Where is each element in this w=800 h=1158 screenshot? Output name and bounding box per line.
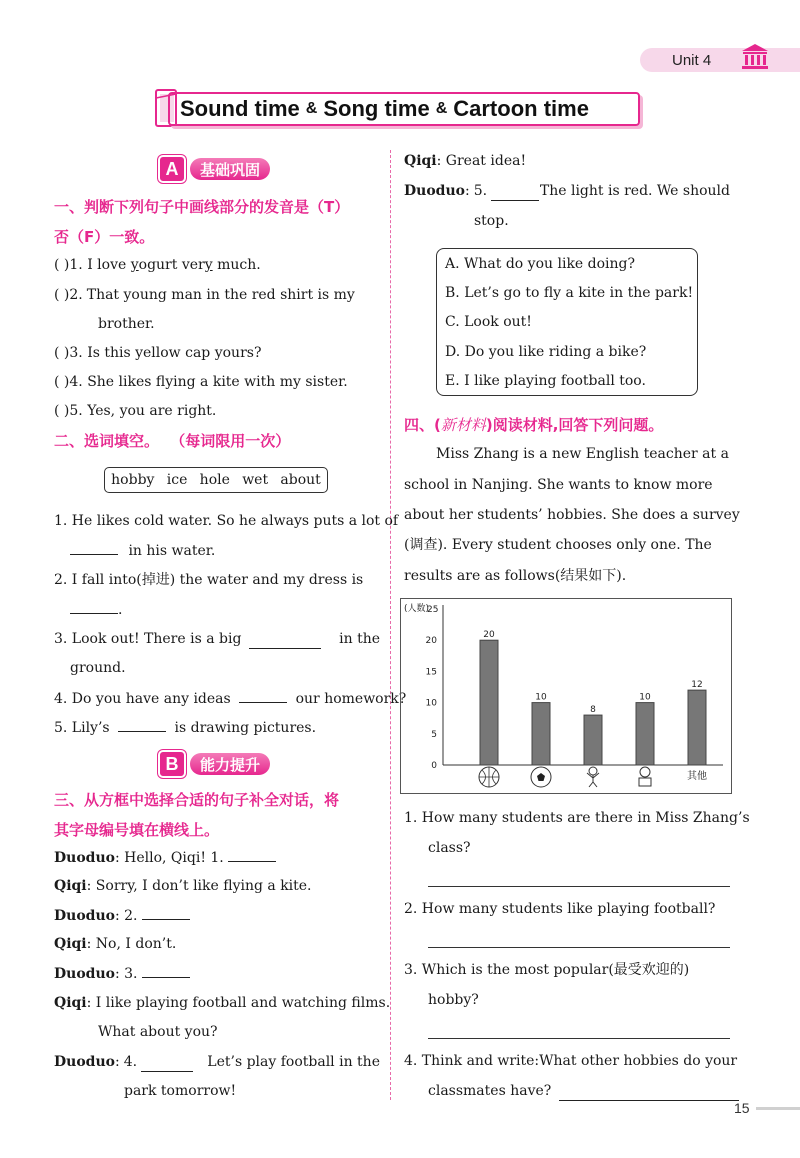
dialogue-line-3: Duoduo: 2. <box>54 905 190 926</box>
part2-q3: 3. Look out! There is a big in the <box>54 631 380 647</box>
dialogue-line-7-cont: park tomorrow! <box>124 1083 237 1099</box>
part2-q5: 5. Lily’s is drawing pictures. <box>54 717 316 738</box>
question-3: 3. Which is the most popular(最受欢迎的) <box>404 962 690 978</box>
part1-item-3: ( )3. Is this yellow cap yours? <box>54 345 262 361</box>
part1-item-2-cont: brother. <box>98 316 155 332</box>
part3-title-line1: 三、从方框中选择合适的句子补全对话，将 <box>54 791 340 809</box>
bar-value-label: 10 <box>639 692 651 703</box>
word-bank-item: ice <box>166 472 188 488</box>
question-1: 1. How many students are there in Miss Zhang’s <box>404 810 750 826</box>
passage-line: school in Nanjing. She wants to know more <box>404 477 713 493</box>
part1-item-4: ( )4. She likes flying a kite with my sister. <box>54 374 348 390</box>
answer-blank[interactable] <box>70 540 118 555</box>
bar-其他 <box>688 690 706 765</box>
page-number: 15 <box>734 1100 750 1116</box>
classical-building-icon <box>740 42 770 70</box>
part4-title: 四、(新材料)阅读材料,回答下列问题。 <box>404 416 664 434</box>
y-tick-label: 0 <box>431 761 437 771</box>
answer-line[interactable] <box>428 886 730 887</box>
word-bank-item: hole <box>199 472 230 488</box>
part2-title: 二、选词填空。 （每词限用一次） <box>54 432 291 450</box>
option-item: D. Do you like riding a bike? <box>445 344 647 360</box>
reading-figure-icon <box>640 767 650 777</box>
option-item: B. Let’s go to fly a kite in the park! <box>445 285 694 301</box>
y-tick-label: 25 <box>427 605 439 615</box>
question-2: 2. How many students like playing football? <box>404 901 716 917</box>
dialogue-line-8: Qiqi: Great idea! <box>404 153 527 169</box>
part1-item-5: ( )5. Yes, you are right. <box>54 403 217 419</box>
answer-blank[interactable] <box>142 963 190 978</box>
dialogue-line-4: Qiqi: No, I don’t. <box>54 936 177 952</box>
answer-line[interactable] <box>428 1038 730 1039</box>
dialogue-line-6: Qiqi: I like playing football and watching films. <box>54 995 391 1011</box>
part2-q1: 1. He likes cold water. So he always puts a lot of <box>54 513 399 529</box>
bar-value-label: 20 <box>483 630 495 641</box>
part2-q1-cont: in his water. <box>70 540 215 561</box>
chart-svg <box>401 599 731 793</box>
answer-blank[interactable] <box>142 905 190 920</box>
section-a-badge: A 基础巩固 <box>158 156 270 182</box>
word-bank-box <box>104 467 328 493</box>
question-4: 4. Think and write:What other hobbies do your <box>404 1053 738 1069</box>
dialogue-line-6-cont: What about you? <box>98 1024 218 1040</box>
dialogue-line-2: Qiqi: Sorry, I don’t like flying a kite. <box>54 878 312 894</box>
bar-basketball <box>480 640 498 765</box>
unit-tab <box>640 48 800 72</box>
bar-value-label: 8 <box>590 705 596 716</box>
option-item: C. Look out! <box>445 314 532 330</box>
answer-blank[interactable] <box>118 717 166 732</box>
question-1-cont: class? <box>428 840 471 856</box>
bar-reading <box>636 703 654 765</box>
dialogue-line-7: Duoduo : 4. Let’s play football in the <box>54 1054 380 1070</box>
answer-blank[interactable] <box>141 1057 193 1072</box>
answer-blank[interactable] <box>70 599 118 614</box>
reading-book-shape <box>639 778 651 786</box>
dancing-figure-body <box>587 773 599 787</box>
option-item: E. I like playing football too. <box>445 373 646 389</box>
part1-title-line2: 否（F）一致。 <box>54 228 155 246</box>
bar-dancing <box>584 715 602 765</box>
word-bank-item: wet <box>242 472 269 488</box>
word-bank-item: hobby <box>111 472 155 488</box>
part1-title-line1: 一、判断下列句子中画线部分的发音是（T） <box>54 198 350 216</box>
y-tick-label: 20 <box>425 636 437 647</box>
dialogue-line-9: Duoduo : 5. The light is red. We should <box>404 183 730 199</box>
word-bank-item: about <box>280 472 321 488</box>
x-category-label: 其他 <box>687 771 707 782</box>
dialogue-line-1: Duoduo: Hello, Qiqi! 1. <box>54 847 276 868</box>
part3-title-line2: 其字母编号填在横线上。 <box>54 821 220 839</box>
y-tick-label: 15 <box>425 667 437 678</box>
dialogue-line-5: Duoduo: 3. <box>54 963 190 984</box>
column-divider <box>390 150 391 1100</box>
part1-item-2: ( )2. That young man in the red shirt is my <box>54 287 355 303</box>
answer-blank[interactable] <box>228 847 276 862</box>
passage-line: results are as follows(结果如下). <box>404 568 627 584</box>
answer-blank[interactable] <box>559 1086 739 1101</box>
footer-bar <box>756 1107 800 1110</box>
passage-line: (调查). Every student chooses only one. The <box>404 537 712 553</box>
answer-blank[interactable] <box>491 186 539 201</box>
answer-blank[interactable] <box>239 688 287 703</box>
basketball-icon-lines <box>479 767 499 787</box>
dancing-figure-icon <box>589 767 597 775</box>
part2-q2-cont: . <box>70 599 122 620</box>
hobby-bar-chart <box>400 598 732 794</box>
bar-value-label: 12 <box>691 680 703 691</box>
options-box <box>436 248 698 396</box>
page-title-banner <box>152 88 640 130</box>
part2-q3-cont: ground. <box>70 660 126 676</box>
bar-football <box>532 703 550 765</box>
part1-item-1: ( )1. I love yogurt very much. <box>54 257 261 273</box>
option-item: A. What do you like doing? <box>445 256 636 272</box>
answer-blank[interactable] <box>249 634 321 649</box>
unit-label: Unit 4 <box>672 51 712 69</box>
y-tick-label: 10 <box>425 698 437 709</box>
passage-line: Miss Zhang is a new English teacher at a <box>436 446 729 462</box>
question-3-cont: hobby? <box>428 992 479 1008</box>
dialogue-line-9-cont: stop. <box>474 213 509 229</box>
y-axis-label: (人数) <box>404 604 430 614</box>
part2-q2: 2. I fall into(掉进) the water and my dress is <box>54 572 364 588</box>
part2-q4: 4. Do you have any ideas our homework? <box>54 688 406 709</box>
page-title: Sound time & Song time & Cartoon time <box>168 92 640 126</box>
question-4-cont: classmates have? <box>428 1081 739 1101</box>
y-tick-label: 5 <box>431 729 437 740</box>
passage-line: about her students’ hobbies. She does a survey <box>404 507 740 523</box>
bar-value-label: 10 <box>535 692 547 703</box>
answer-line[interactable] <box>428 947 730 948</box>
section-b-badge: B 能力提升 <box>158 751 270 777</box>
